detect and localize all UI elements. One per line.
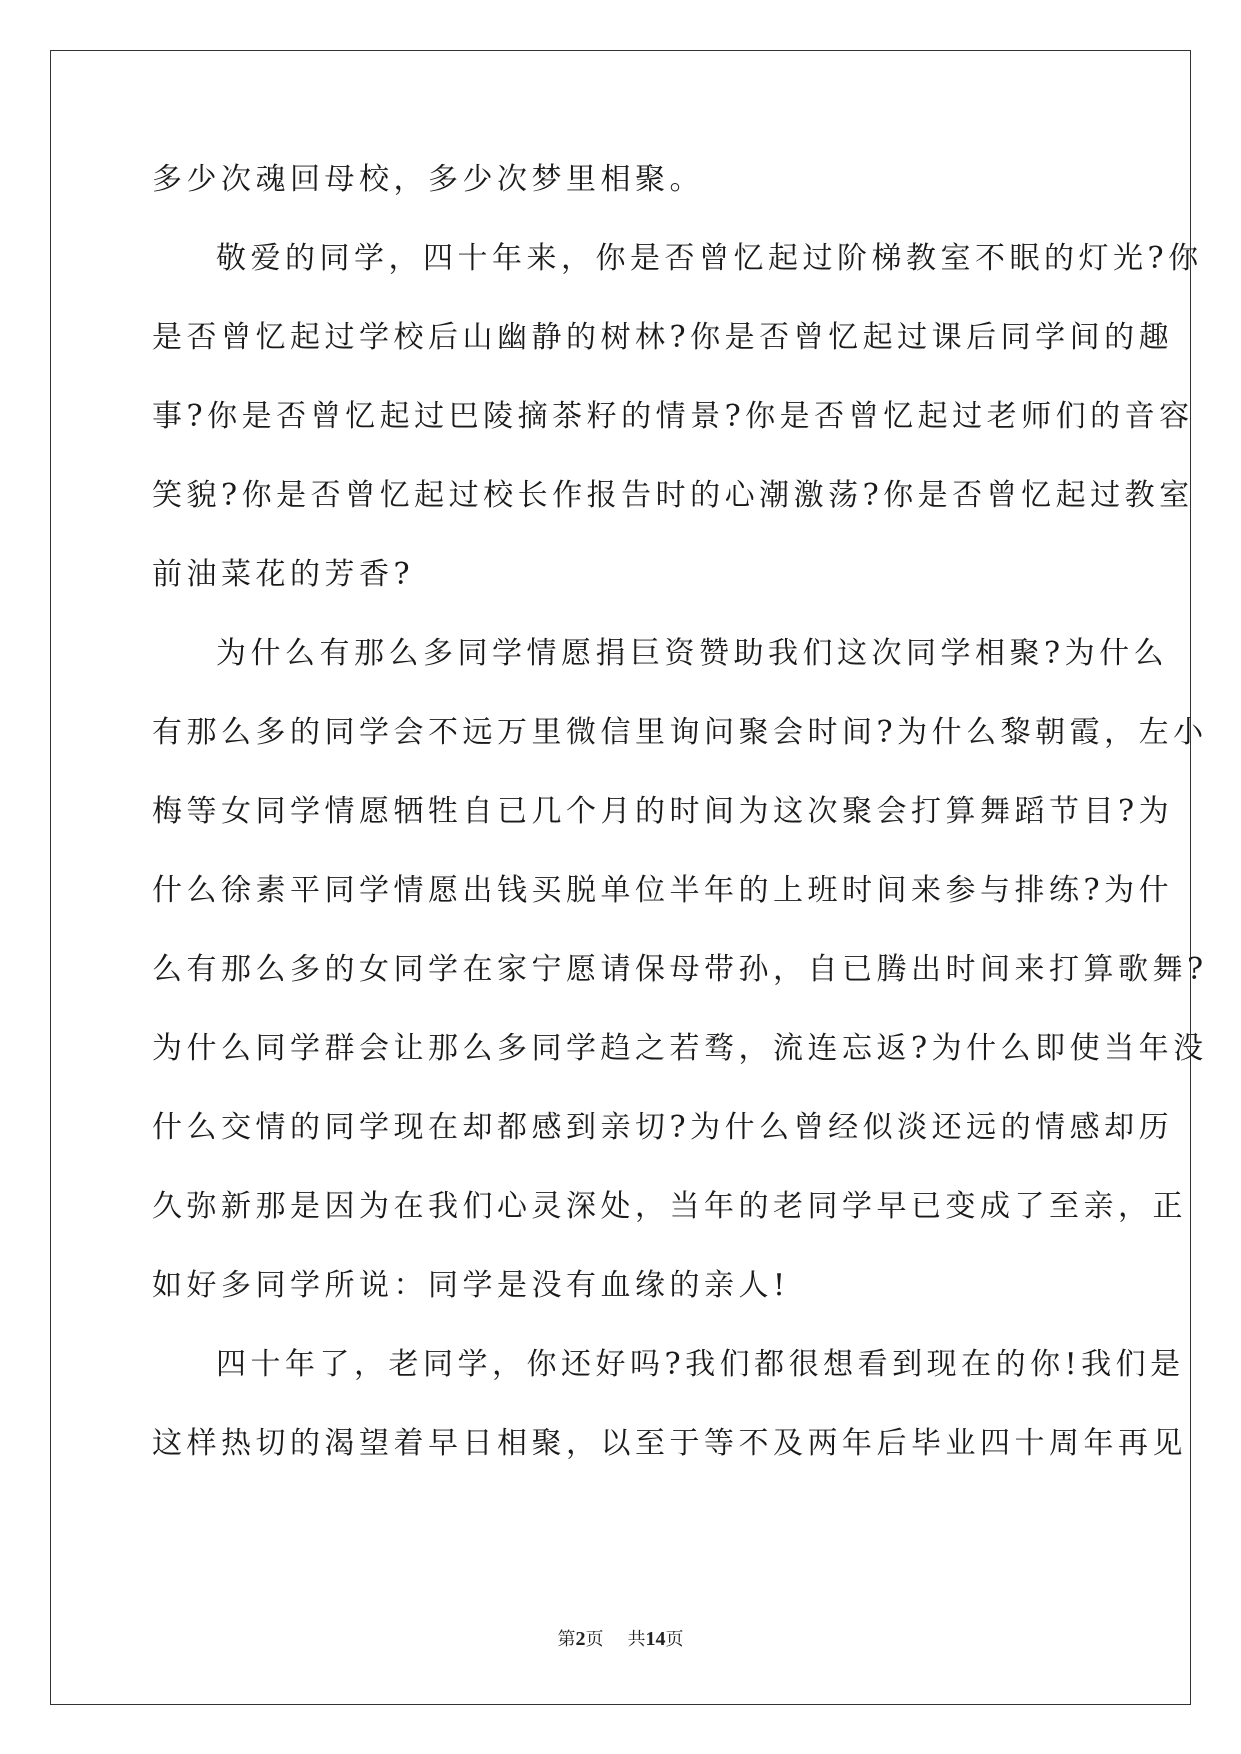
text-line: 这样热切的渴望着早日相聚，以至于等不及两年后毕业四十周年再见: [152, 1426, 1187, 1461]
text-line: 为什么有那么多同学情愿捐巨资赞助我们这次同学相聚?为什么: [216, 636, 1169, 671]
page-number: 2: [575, 1628, 586, 1650]
text-line: 什么徐素平同学情愿出钱买脱单位半年的上班时间来参与排练?为什: [152, 873, 1174, 908]
text-line: 是否曾忆起过学校后山幽静的树林?你是否曾忆起过课后同学间的趣: [152, 320, 1174, 355]
text-line: 敬爱的同学，四十年来，你是否曾忆起过阶梯教室不眠的灯光?你: [216, 241, 1203, 276]
text-line: 有那么多的同学会不远万里微信里询问聚会时间?为什么黎朝霞，左小: [152, 715, 1208, 750]
total-pages: 14: [645, 1628, 666, 1650]
text-line: 如好多同学所说：同学是没有血缘的亲人!: [152, 1268, 790, 1303]
total-suffix: 页: [665, 1629, 684, 1650]
text-line: 梅等女同学情愿牺牲自已几个月的时间为这次聚会打算舞蹈节目?为: [152, 794, 1174, 829]
document-body: [152, 160, 1208, 1503]
text-line: 前油菜花的芳香?: [152, 557, 415, 592]
text-line: 四十年了，老同学，你还好吗?我们都很想看到现在的你!我们是: [216, 1347, 1185, 1382]
page-suffix: 页: [585, 1629, 604, 1650]
text-line: 笑貌?你是否曾忆起过校长作报告时的心潮激荡?你是否曾忆起过教室: [152, 478, 1194, 513]
text-line: 事?你是否曾忆起过巴陵摘茶籽的情景?你是否曾忆起过老师们的音容: [152, 399, 1194, 434]
total-prefix: 共: [627, 1629, 646, 1650]
text-line: 多少次魂回母校，多少次梦里相聚。: [152, 162, 704, 197]
text-line: 为什么同学群会让那么多同学趋之若骛，流连忘返?为什么即使当年没: [152, 1031, 1208, 1066]
text-line: 什么交情的同学现在却都感到亲切?为什么曾经似淡还远的情感却历: [152, 1110, 1174, 1145]
page-prefix: 第: [557, 1629, 576, 1650]
text-line: 么有那么多的女同学在家宁愿请保母带孙，自已腾出时间来打算歌舞?: [152, 952, 1208, 987]
page-footer: [0, 1625, 1241, 1651]
text-line: 久弥新那是因为在我们心灵深处，当年的老同学早已变成了至亲，正: [152, 1189, 1187, 1224]
